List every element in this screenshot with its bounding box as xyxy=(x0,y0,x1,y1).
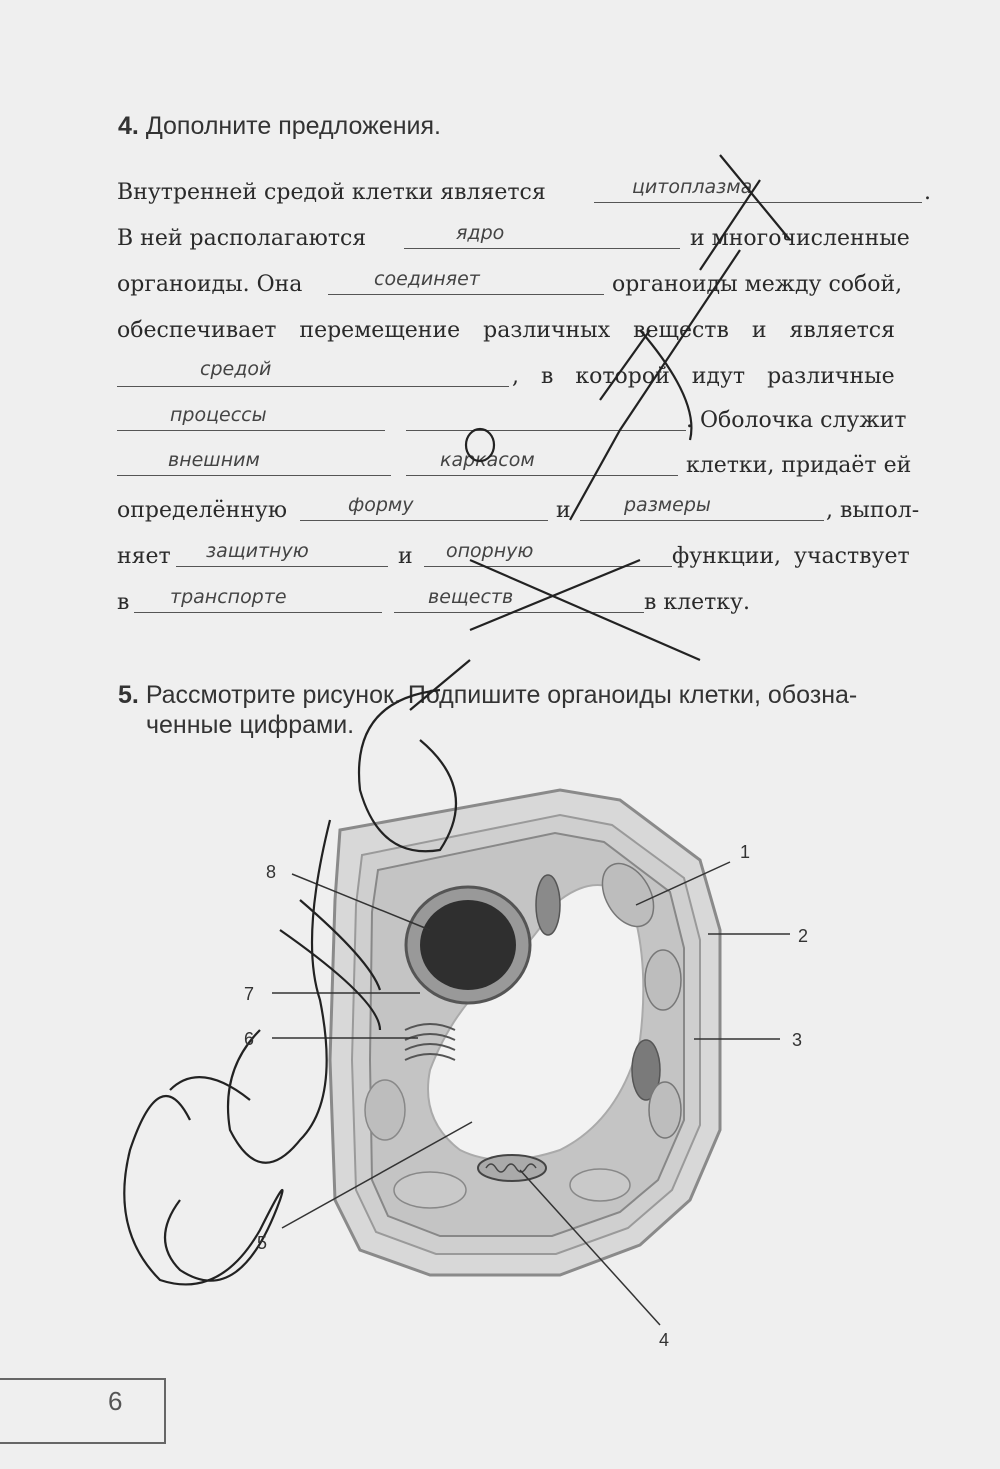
answer-3: соединяет xyxy=(374,268,480,290)
line10-pre: в xyxy=(117,590,130,615)
task4-title: Дополните предложения. xyxy=(145,112,441,140)
line7-post: клетки, придаёт ей xyxy=(686,453,912,478)
figure-label-7: 7 xyxy=(244,984,255,1004)
answer-10: защитную xyxy=(206,540,309,562)
task5-title-line1: Рассмотрите рисунок. Подпишите органоиды клетки, обозна- xyxy=(145,681,858,709)
answer-8: форму xyxy=(348,494,414,516)
line2-post: и многочисленные xyxy=(690,226,910,251)
answer-4: средой xyxy=(200,358,272,380)
figure-label-6: 6 xyxy=(244,1029,255,1049)
figure-label-2: 2 xyxy=(798,926,809,946)
figure-label-5: 5 xyxy=(257,1233,268,1253)
line1-post: . xyxy=(924,180,931,205)
line4-text: обеспечивает перемещение различных веществ и является xyxy=(117,318,896,343)
answer-6: внешним xyxy=(168,449,260,471)
figure-label-1: 1 xyxy=(740,842,751,862)
line8-mid: и xyxy=(556,498,571,523)
figure-label-3: 3 xyxy=(792,1030,803,1050)
figure-label-8: 8 xyxy=(266,862,277,882)
answer-11: опорную xyxy=(446,540,534,562)
line9-pre: няет xyxy=(117,544,171,569)
answer-12: транспорте xyxy=(170,586,287,608)
answer-5: процессы xyxy=(170,404,267,426)
answer-2: ядро xyxy=(456,222,505,244)
task5-number: 5. xyxy=(118,681,139,709)
answer-7: каркасом xyxy=(440,449,535,471)
page-number: 6 xyxy=(108,1386,123,1416)
task5-title-line2: ченные цифрами. xyxy=(146,711,355,739)
line3-pre: органоиды. Она xyxy=(117,272,303,297)
plant-cell-drawing xyxy=(330,790,720,1275)
answer-1: цитоплазма xyxy=(632,176,753,198)
answer-13: веществ xyxy=(428,586,514,608)
line9-post: функции, участвует xyxy=(672,544,910,569)
answer-9: размеры xyxy=(624,494,711,516)
page-number-box xyxy=(0,1378,166,1444)
line3-post: органоиды между собой, xyxy=(612,272,903,297)
figure-label-4: 4 xyxy=(659,1330,670,1350)
line9-mid: и xyxy=(398,544,413,569)
line8-pre: определённую xyxy=(117,498,287,523)
task4-number: 4. xyxy=(118,112,139,140)
line5-post: , в которой идут различные xyxy=(512,364,895,389)
line6-post: . Оболочка служит xyxy=(686,408,907,433)
line10-post: в клетку. xyxy=(644,590,750,615)
line8-post: , выпол- xyxy=(826,498,920,523)
line2-pre: В ней располагаются xyxy=(117,226,367,251)
line1-pre: Внутренней средой клетки является xyxy=(117,180,546,205)
